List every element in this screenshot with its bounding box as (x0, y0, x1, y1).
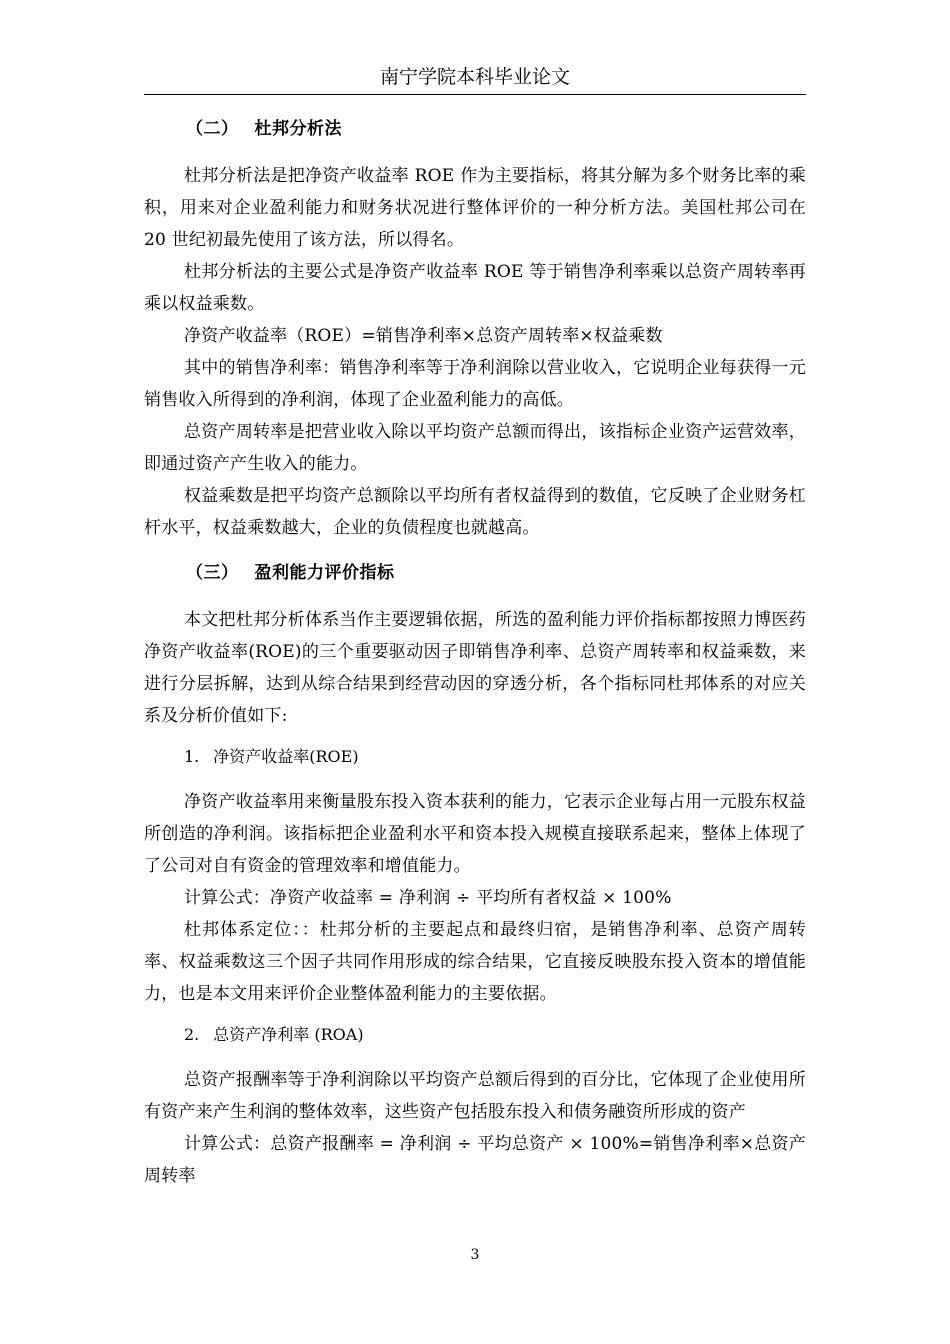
header-divider (144, 94, 806, 95)
running-header: 南宁学院本科毕业论文 (379, 66, 570, 88)
section-number: （三） (186, 563, 239, 583)
section-title: 盈利能力评价指标 (254, 563, 395, 583)
paragraph: 杜邦体系定位：：杜邦分析的主要起点和最终归宿，是销售净利率、总资产周转率、权益乘数这三个因子共同作用形成的综合结果，它直接反映股东投入资本的增值能力，也是本文用来评价企业整体盈利能力的主要依据。 (144, 920, 806, 1004)
formula-line: 计算公式：净资产收益率 = 净利润 ÷ 平均所有者权益 × 100% (184, 888, 672, 908)
section-number: （二） (186, 119, 239, 139)
paragraph: 杜邦分析法的主要公式是净资产收益率 ROE 等于销售净利率乘以总资产周转率再乘以权益乘数。 (144, 262, 806, 314)
paragraph: 总资产报酬率等于净利润除以平均资产总额后得到的百分比，它体现了企业使用所有资产来产生利润的整体效率，这些资产包括股东投入和债务融资所形成的资产 (144, 1070, 806, 1122)
subsection-number: 2. (184, 1025, 200, 1044)
page-number: 3 (470, 1247, 480, 1263)
subsection-title: 净资产收益率(ROE) (213, 747, 359, 766)
section-heading-dupont (144, 118, 806, 140)
page-body (144, 112, 806, 1192)
formula-line: 计算公式：总资产报酬率 = 净利润 ÷ 平均总资产 × 100%=销售净利率×总资产周转率 (144, 1134, 806, 1186)
paragraph: 其中的销售净利率：销售净利率等于净利润除以营业收入，它说明企业每获得一元销售收入所得到的净利润，体现了企业盈利能力的高低。 (144, 358, 806, 410)
section-title: 杜邦分析法 (254, 119, 342, 139)
paragraph: 权益乘数是把平均资产总额除以平均所有者权益得到的数值，它反映了企业财务杠杆水平，权益乘数越大，企业的负债程度也就越高。 (144, 486, 806, 538)
subsection-heading-roa (144, 1024, 806, 1046)
paragraph: 总资产周转率是把营业收入除以平均资产总额而得出，该指标企业资产运营效率，即通过资产产生收入的能力。 (144, 422, 806, 474)
formula-line: 净资产收益率（ROE）=销售净利率×总资产周转率×权益乘数 (184, 326, 663, 346)
paragraph: 净资产收益率用来衡量股东投入资本获利的能力，它表示企业每占用一元股东权益所创造的净利润。该指标把企业盈利水平和资本投入规模直接联系起来，整体上体现了了公司对自有资金的管理效率和增值能力。 (144, 792, 806, 876)
subsection-heading-roe (144, 746, 806, 768)
subsection-number: 1. (184, 747, 200, 766)
paragraph: 杜邦分析法是把净资产收益率 ROE 作为主要指标，将其分解为多个财务比率的乘积，用来对企业盈利能力和财务状况进行整体评价的一种分析方法。美国杜邦公司在 20 世纪初最先使用了该方法，所以得名。 (144, 166, 806, 250)
section-heading-profitability (144, 562, 806, 584)
subsection-title: 总资产净利率 (ROA) (213, 1025, 364, 1044)
paragraph: 本文把杜邦分析体系当作主要逻辑依据，所选的盈利能力评价指标都按照力博医药净资产收益率(ROE)的三个重要驱动因子即销售净利率、总资产周转率和权益乘数，来进行分层拆解，达到从综合结果到经营动因的穿透分析，各个指标同杜邦体系的对应关系及分析价值如下: (144, 610, 806, 726)
